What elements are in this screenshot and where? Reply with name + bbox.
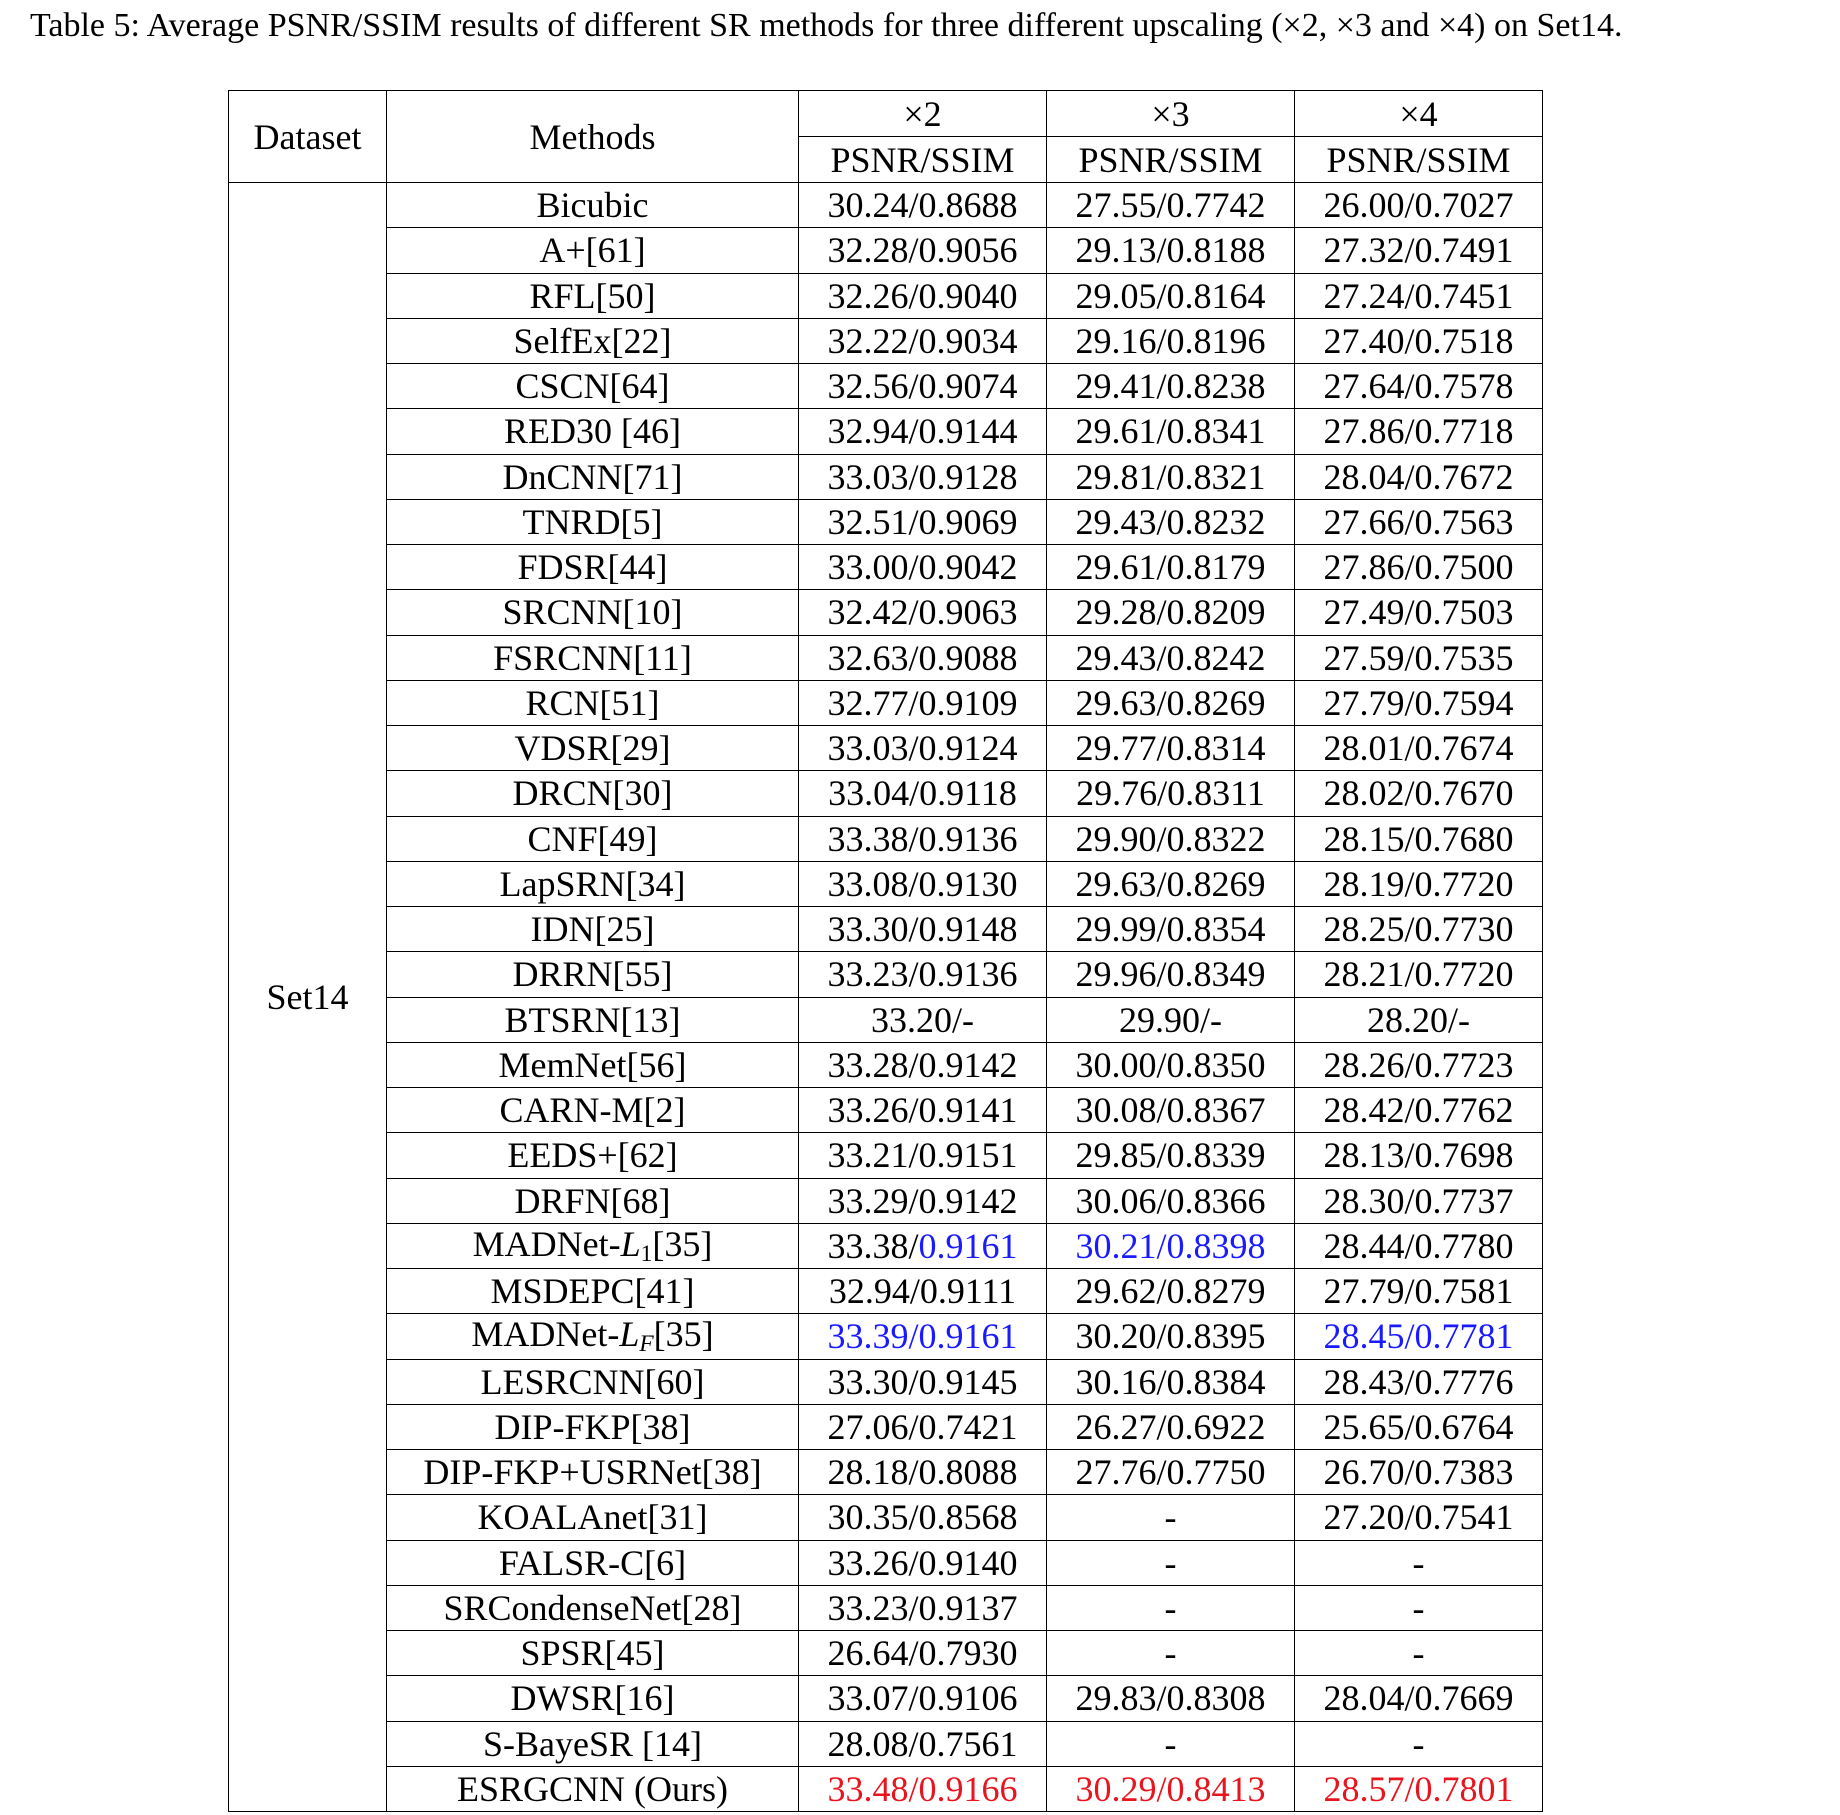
value-cell-x2: 28.18/0.8088 [799, 1450, 1047, 1495]
value-cell-x2: 32.94/0.9111 [799, 1269, 1047, 1314]
value-cell-x4: - [1295, 1585, 1543, 1630]
value-cell-x3: 29.62/0.8279 [1047, 1269, 1295, 1314]
value-cell-x4: 28.01/0.7674 [1295, 726, 1543, 771]
method-cell: FSRCNN[11] [387, 635, 799, 680]
method-cell: DRCN[30] [387, 771, 799, 816]
value-cell-x2: 33.30/0.9145 [799, 1359, 1047, 1404]
value-cell-x4: 28.04/0.7669 [1295, 1676, 1543, 1721]
table-row [229, 635, 1543, 680]
method-cell: DnCNN[71] [387, 454, 799, 499]
value-cell-x4: 28.43/0.7776 [1295, 1359, 1543, 1404]
value-cell-x4: 27.86/0.7500 [1295, 545, 1543, 590]
value-cell-x2: 32.56/0.9074 [799, 364, 1047, 409]
table-row [229, 1450, 1543, 1495]
value-cell-x4: 28.13/0.7698 [1295, 1133, 1543, 1178]
value-cell-x4: 27.32/0.7491 [1295, 228, 1543, 273]
method-cell: BTSRN[13] [387, 997, 799, 1042]
value-cell-x2: 33.03/0.9128 [799, 454, 1047, 499]
method-cell: A+[61] [387, 228, 799, 273]
method-cell: S-BayeSR [14] [387, 1721, 799, 1766]
table-row [229, 590, 1543, 635]
value-cell-x3: 27.76/0.7750 [1047, 1450, 1295, 1495]
method-cell: DRRN[55] [387, 952, 799, 997]
table-row [229, 997, 1543, 1042]
value-cell-x3: 29.43/0.8232 [1047, 499, 1295, 544]
value-cell-x4: - [1295, 1721, 1543, 1766]
value-cell-x2: 33.08/0.9130 [799, 861, 1047, 906]
value-cell-x3: 29.41/0.8238 [1047, 364, 1295, 409]
table-row [229, 861, 1543, 906]
value-cell-x2: 32.26/0.9040 [799, 273, 1047, 318]
value-cell-x4: 25.65/0.6764 [1295, 1404, 1543, 1449]
table-row [229, 907, 1543, 952]
method-cell: MemNet[56] [387, 1042, 799, 1087]
method-cell: CNF[49] [387, 816, 799, 861]
metric-header-x4: PSNR/SSIM [1295, 137, 1543, 183]
table-row [229, 318, 1543, 363]
method-cell: EEDS+[62] [387, 1133, 799, 1178]
method-cell: Bicubic [387, 183, 799, 228]
method-cell: CSCN[64] [387, 364, 799, 409]
value-cell-x2: 32.22/0.9034 [799, 318, 1047, 363]
table-row [229, 952, 1543, 997]
method-cell: TNRD[5] [387, 499, 799, 544]
value-cell-x4: 27.86/0.7718 [1295, 409, 1543, 454]
value-cell-x4: - [1295, 1631, 1543, 1676]
value-cell-x2: 33.23/0.9136 [799, 952, 1047, 997]
value-cell-x4: 28.19/0.7720 [1295, 861, 1543, 906]
value-cell-x4: 27.64/0.7578 [1295, 364, 1543, 409]
table-row [229, 1359, 1543, 1404]
scale-x3-header: ×3 [1047, 91, 1295, 137]
value-cell-x4: 26.70/0.7383 [1295, 1450, 1543, 1495]
value-cell-x3: 29.81/0.8321 [1047, 454, 1295, 499]
table-row [229, 1178, 1543, 1223]
method-cell: DWSR[16] [387, 1676, 799, 1721]
value-cell-x2: 33.20/- [799, 997, 1047, 1042]
value-cell-x2: 33.03/0.9124 [799, 726, 1047, 771]
value-cell-x2: 32.94/0.9144 [799, 409, 1047, 454]
value-cell-x4: 28.04/0.7672 [1295, 454, 1543, 499]
value-cell-x3: 30.21/0.8398 [1047, 1223, 1295, 1268]
value-cell-x4: 28.26/0.7723 [1295, 1042, 1543, 1087]
value-cell-x3: 30.29/0.8413 [1047, 1766, 1295, 1811]
value-cell-x2: 27.06/0.7421 [799, 1404, 1047, 1449]
table-row [229, 1269, 1543, 1314]
value-cell-x3: 29.61/0.8179 [1047, 545, 1295, 590]
metric-header-x2: PSNR/SSIM [799, 137, 1047, 183]
table-row [229, 545, 1543, 590]
method-cell: IDN[25] [387, 907, 799, 952]
table-row [229, 1721, 1543, 1766]
dataset-cell: Set14 [229, 183, 387, 1812]
value-cell-x3: 29.28/0.8209 [1047, 590, 1295, 635]
scale-x4-header: ×4 [1295, 91, 1543, 137]
value-cell-x2: 33.38/0.9136 [799, 816, 1047, 861]
table-row [229, 1631, 1543, 1676]
value-cell-x2: 33.00/0.9042 [799, 545, 1047, 590]
table-row [229, 1585, 1543, 1630]
value-cell-x2: 33.07/0.9106 [799, 1676, 1047, 1721]
method-cell: FDSR[44] [387, 545, 799, 590]
value-cell-x4: 28.45/0.7781 [1295, 1314, 1543, 1359]
value-cell-x4: 28.42/0.7762 [1295, 1088, 1543, 1133]
value-cell-x4: 26.00/0.7027 [1295, 183, 1543, 228]
value-cell-x3: 30.00/0.8350 [1047, 1042, 1295, 1087]
value-cell-x4: 27.40/0.7518 [1295, 318, 1543, 363]
table-row [229, 1766, 1543, 1811]
table-row [229, 1133, 1543, 1178]
value-cell-x4: 27.79/0.7594 [1295, 680, 1543, 725]
value-cell-x2: 33.23/0.9137 [799, 1585, 1047, 1630]
table-row [229, 454, 1543, 499]
value-cell-x3: 30.06/0.8366 [1047, 1178, 1295, 1223]
value-cell-x3: - [1047, 1631, 1295, 1676]
table-row [229, 273, 1543, 318]
value-cell-x4: 28.44/0.7780 [1295, 1223, 1543, 1268]
value-cell-x3: 29.63/0.8269 [1047, 861, 1295, 906]
value-cell-x2: 33.26/0.9141 [799, 1088, 1047, 1133]
value-cell-x3: 29.13/0.8188 [1047, 228, 1295, 273]
method-cell: SelfEx[22] [387, 318, 799, 363]
table-row [229, 228, 1543, 273]
value-cell-x2: 26.64/0.7930 [799, 1631, 1047, 1676]
method-cell: RCN[51] [387, 680, 799, 725]
table-row [229, 499, 1543, 544]
value-cell-x3: 29.77/0.8314 [1047, 726, 1295, 771]
table-row [229, 1540, 1543, 1585]
value-cell-x3: 29.43/0.8242 [1047, 635, 1295, 680]
value-cell-x4: - [1295, 1540, 1543, 1585]
value-cell-x2: 33.48/0.9166 [799, 1766, 1047, 1811]
method-cell: DRFN[68] [387, 1178, 799, 1223]
table-row [229, 816, 1543, 861]
value-cell-x4: 27.24/0.7451 [1295, 273, 1543, 318]
value-cell-x3: 29.90/0.8322 [1047, 816, 1295, 861]
value-cell-x2: 32.63/0.9088 [799, 635, 1047, 680]
method-cell: MADNet-$L_F[35]$ [387, 1314, 799, 1359]
method-cell: SRCondenseNet[28] [387, 1585, 799, 1630]
value-cell-x4: 27.59/0.7535 [1295, 635, 1543, 680]
scale-x2-header: ×2 [799, 91, 1047, 137]
value-cell-x3: - [1047, 1495, 1295, 1540]
value-cell-x4: 28.30/0.7737 [1295, 1178, 1543, 1223]
method-cell: DIP-FKP+USRNet[38] [387, 1450, 799, 1495]
value-cell-x3: 29.63/0.8269 [1047, 680, 1295, 725]
value-cell-x2: 33.29/0.9142 [799, 1178, 1047, 1223]
value-cell-x4: 28.25/0.7730 [1295, 907, 1543, 952]
value-cell-x2: 32.77/0.9109 [799, 680, 1047, 725]
table-row [229, 1314, 1543, 1359]
table-row [229, 1042, 1543, 1087]
value-cell-x2: 28.08/0.7561 [799, 1721, 1047, 1766]
table-row [229, 409, 1543, 454]
value-cell-x3: 27.55/0.7742 [1047, 183, 1295, 228]
table-row [229, 771, 1543, 816]
value-cell-x3: 30.16/0.8384 [1047, 1359, 1295, 1404]
method-cell: SPSR[45] [387, 1631, 799, 1676]
value-cell-x4: 27.20/0.7541 [1295, 1495, 1543, 1540]
value-cell-x3: 29.16/0.8196 [1047, 318, 1295, 363]
method-cell: FALSR-C[6] [387, 1540, 799, 1585]
table-row [229, 1495, 1543, 1540]
method-cell: MADNet-$L_1[35]$ [387, 1223, 799, 1268]
value-cell-x2: 33.21/0.9151 [799, 1133, 1047, 1178]
value-cell-x4: 27.66/0.7563 [1295, 499, 1543, 544]
value-cell-x3: 29.76/0.8311 [1047, 771, 1295, 816]
method-cell: LapSRN[34] [387, 861, 799, 906]
value-cell-x2: 32.51/0.9069 [799, 499, 1047, 544]
table-row [229, 726, 1543, 771]
value-cell-x4: 28.21/0.7720 [1295, 952, 1543, 997]
value-cell-x2: 33.39/0.9161 [799, 1314, 1047, 1359]
value-cell-x4: 28.57/0.7801 [1295, 1766, 1543, 1811]
value-cell-x3: - [1047, 1721, 1295, 1766]
value-cell-x4: 28.02/0.7670 [1295, 771, 1543, 816]
results-table [228, 90, 1543, 1812]
value-cell-x2: 33.26/0.9140 [799, 1540, 1047, 1585]
value-cell-x4: 28.15/0.7680 [1295, 816, 1543, 861]
value-cell-x2: 33.28/0.9142 [799, 1042, 1047, 1087]
method-cell: VDSR[29] [387, 726, 799, 771]
table-row [229, 1088, 1543, 1133]
value-cell-x3: - [1047, 1540, 1295, 1585]
metric-header-x3: PSNR/SSIM [1047, 137, 1295, 183]
method-cell: RFL[50] [387, 273, 799, 318]
method-cell: LESRCNN[60] [387, 1359, 799, 1404]
method-cell: KOALAnet[31] [387, 1495, 799, 1540]
value-cell-x3: 30.08/0.8367 [1047, 1088, 1295, 1133]
value-cell-x2: 33.38/0.9161 [799, 1223, 1047, 1268]
value-cell-x3: 29.90/- [1047, 997, 1295, 1042]
value-cell-x2: 33.04/0.9118 [799, 771, 1047, 816]
value-cell-x3: 29.61/0.8341 [1047, 409, 1295, 454]
method-cell: SRCNN[10] [387, 590, 799, 635]
value-cell-x3: 29.96/0.8349 [1047, 952, 1295, 997]
table-row [229, 183, 1543, 228]
table-row [229, 364, 1543, 409]
method-cell: MSDEPC[41] [387, 1269, 799, 1314]
table-row [229, 1223, 1543, 1268]
value-cell-x2: 30.24/0.8688 [799, 183, 1047, 228]
value-cell-x3: - [1047, 1585, 1295, 1630]
table-row [229, 1676, 1543, 1721]
value-cell-x2: 33.30/0.9148 [799, 907, 1047, 952]
value-cell-x3: 26.27/0.6922 [1047, 1404, 1295, 1449]
table-row [229, 680, 1543, 725]
value-cell-x4: 27.49/0.7503 [1295, 590, 1543, 635]
value-cell-x2: 32.28/0.9056 [799, 228, 1047, 273]
value-cell-x3: 29.99/0.8354 [1047, 907, 1295, 952]
value-cell-x4: 28.20/- [1295, 997, 1543, 1042]
methods-header: Methods [387, 91, 799, 183]
value-cell-x2: 32.42/0.9063 [799, 590, 1047, 635]
method-cell: DIP-FKP[38] [387, 1404, 799, 1449]
value-cell-x2: 30.35/0.8568 [799, 1495, 1047, 1540]
method-cell: RED30 [46] [387, 409, 799, 454]
method-cell: ESRGCNN (Ours) [387, 1766, 799, 1811]
value-cell-x3: 29.83/0.8308 [1047, 1676, 1295, 1721]
value-cell-x3: 30.20/0.8395 [1047, 1314, 1295, 1359]
dataset-header: Dataset [229, 91, 387, 183]
table-caption: Table 5: Average PSNR/SSIM results of different SR methods for three different upscaling (×2, ×3 and ×4) on Set14. [30, 7, 1623, 44]
value-cell-x3: 29.05/0.8164 [1047, 273, 1295, 318]
value-cell-x3: 29.85/0.8339 [1047, 1133, 1295, 1178]
method-cell: CARN-M[2] [387, 1088, 799, 1133]
value-cell-x4: 27.79/0.7581 [1295, 1269, 1543, 1314]
table-row [229, 1404, 1543, 1449]
